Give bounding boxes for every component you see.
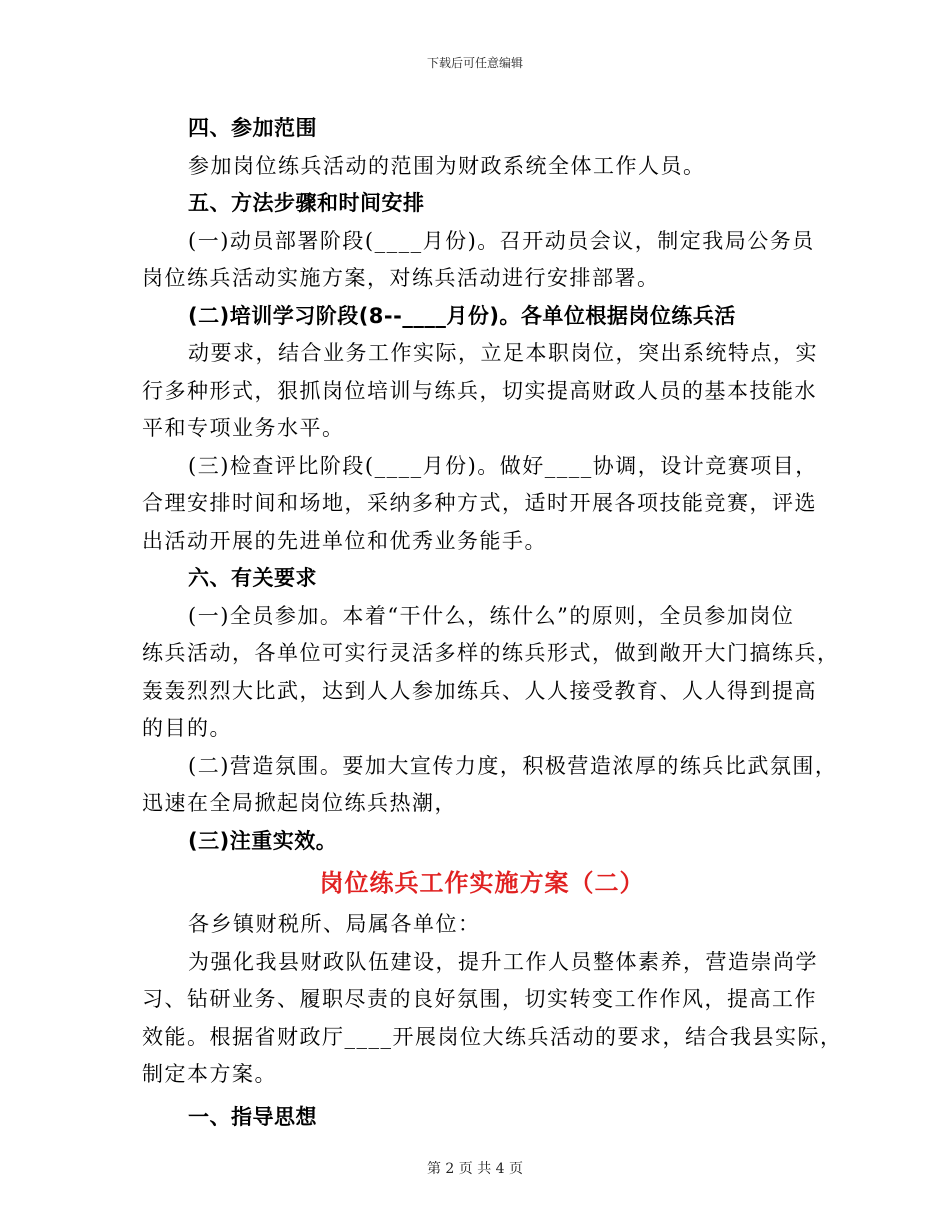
paragraph-line: 参加岗位练兵活动的范围为财政系统全体工作人员。 [188,153,706,178]
paragraph-line: 出活动开展的先进单位和优秀业务能手。 [142,528,547,553]
paragraph-line: 行多种形式，狠抓岗位培训与练兵，切实提高财政人员的基本技能水 [142,378,817,403]
paragraph-line: 岗位练兵活动实施方案，对练兵活动进行安排部署。 [142,266,660,290]
salutation: 各乡镇财税所、局属各单位： [188,912,481,936]
document-body [142,110,843,1136]
page-footer: 第 2 页 共 4 页 [426,1161,524,1177]
section-heading-requirements: 六、有关要求 [188,566,317,590]
section-heading-steps: 五、方法步骤和时间安排 [188,191,425,215]
paragraph-line: 为强化我县财政队伍建设，提升工作人员整体素养，营造崇尚学 [188,949,818,974]
paragraph-line: (一)全员参加。本着“干什么，练什么”的原则，全员参加岗位 [188,603,795,628]
paragraph-line: (一)动员部署阶段(____月份)。召开动员会议，制定我局公务员 [188,228,815,253]
paragraph-line: 制定本方案。 [142,1062,277,1086]
paragraph-line: (三)检查评比阶段(____月份)。做好____协调，设计竞赛项目， [188,453,818,478]
paragraph-line: 平和专项业务水平。 [142,416,345,440]
paragraph-line: 合理安排时间和场地，采纳多种方式，适时开展各项技能竞赛，评选 [142,491,817,515]
paragraph-line-bold: (三)注重实效。 [188,828,338,853]
section-heading-scope: 四、参加范围 [188,116,317,140]
paragraph-line: 的目的。 [142,716,232,740]
paragraph-line: 轰轰烈烈大比武，达到人人参加练兵、人人接受教育、人人得到提高 [142,678,817,703]
section-heading-guiding-thought: 一、指导思想 [188,1104,317,1129]
paragraph-line: 效能。根据省财政厅____开展岗位大练兵活动的要求，结合我县实际， [142,1024,843,1049]
page-header: 下载后可任意编辑 [426,56,523,70]
paragraph-line: 迅速在全局掀起岗位练兵热潮， [142,791,457,815]
paragraph-line: 练兵活动，各单位可实行灵活多样的练兵形式，做到敞开大门搞练兵， [142,641,840,665]
paragraph-line: 习、钻研业务、履职尽责的良好氛围，切实转变工作作风，提高工作 [142,987,817,1011]
paragraph-line: 动要求，结合业务工作实际，立足本职岗位，突出系统特点，实 [188,341,818,365]
document-title: 岗位练兵工作实施方案（二） [319,869,645,897]
paragraph-line: (二)营造氛围。要加大宣传力度，积极营造浓厚的练兵比武氛围， [188,753,838,778]
paragraph-line-bold: (二)培训学习阶段(8--____月份)。各单位根据岗位练兵活 [188,303,736,328]
